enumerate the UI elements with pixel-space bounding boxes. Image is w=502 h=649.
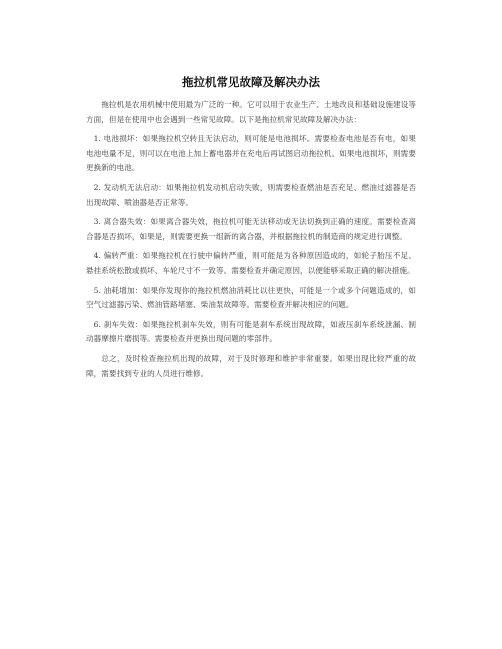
list-item-fuel: 5. 油耗增加：如果你发现你的拖拉机燃油消耗比以往更快，可能是一个或多个问题造成的，如空气过滤器污染、燃油管路堵塞、柴油泵故障等。需要检查并解决相应的问题。 bbox=[86, 285, 416, 310]
list-item-engine: 2. 发动机无法启动：如果拖拉机发动机启动失败，则需要检查燃油是否充足、燃油过滤器是否出现故障、喷油器是否正常等。 bbox=[86, 182, 416, 207]
conclusion-paragraph: 总之，及时检查拖拉机出现的故障，对于及时修理和维护非常重要。如果出现比较严重的故障，需要找到专业的人员进行维修。 bbox=[86, 353, 416, 378]
document-page bbox=[86, 74, 416, 386]
document-title: 拖拉机常见故障及解决办法 bbox=[182, 75, 320, 89]
intro-paragraph: 拖拉机是农用机械中使用最为广泛的一种。它可以用于农业生产、土地改良和基础设施建设等方面，但是在使用中也会遇到一些常见故障。以下是拖拉机常见故障及解决办法： bbox=[86, 100, 416, 124]
list-item-clutch: 3. 离合器失效：如果离合器失效，拖拉机可能无法移动或无法切换到正确的速度。需要检查离合器是否损坏，如果是，则需要更换一组新的离合器，并根据拖拉机的制造商的规定进行调整。 bbox=[86, 217, 416, 241]
list-item-deflection: 4. 偏转严重：如果拖拉机在行驶中偏转严重，则可能是为各种原因造成的，如轮子胎压不足、悬挂系统松散或损坏、车轮尺寸不一致等。需要检查并确定原因，以便能够采取正确的解决措施。 bbox=[86, 251, 416, 275]
list-item-brake: 6. 刹车失效：如果拖拉机刹车失效，则有可能是刹车系统出现故障，如液压刹车系统泄漏、制动器摩擦片磨损等。需要检查并更换出现问题的零部件。 bbox=[86, 319, 416, 344]
list-item-battery: 1. 电池损坏：如果拖拉机空转且无法启动，则可能是电池损坏。需要检查电池是否有电，如果电池电量不足，则可以在电池上加上蓄电器并在充电后再试图启动拖拉机。如果电池损坏，则需要更换新的电池。 bbox=[86, 134, 416, 173]
